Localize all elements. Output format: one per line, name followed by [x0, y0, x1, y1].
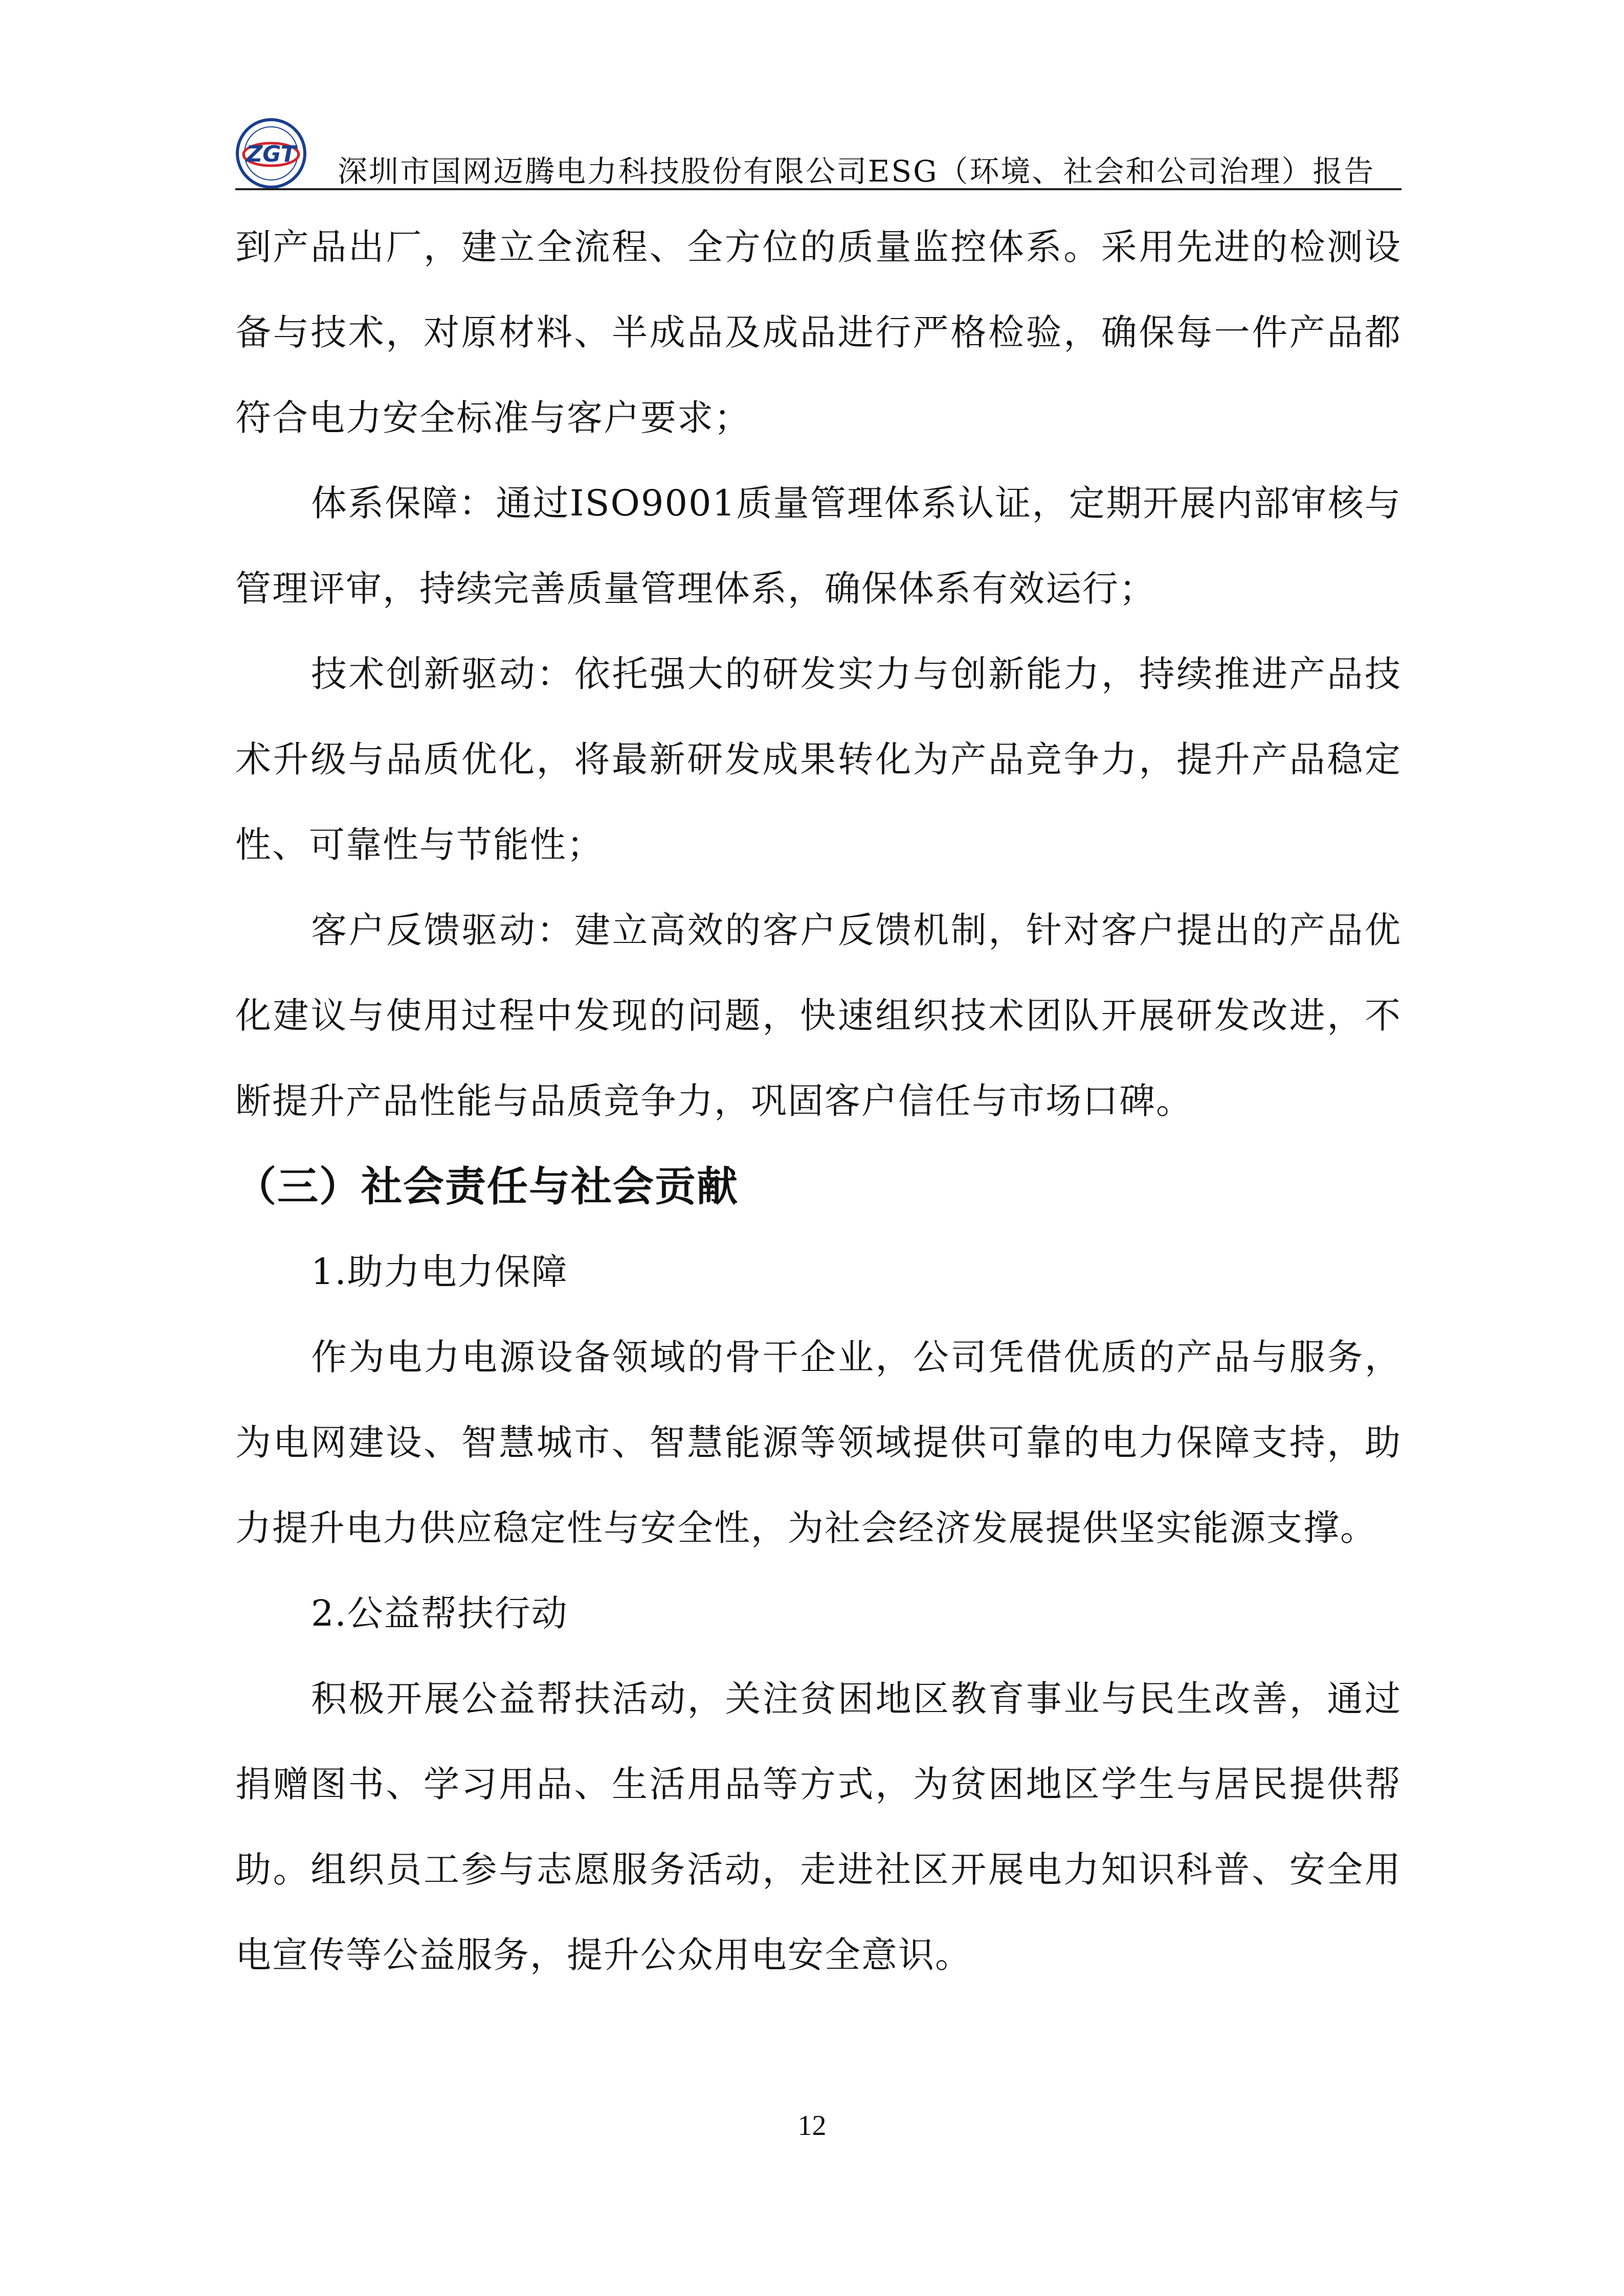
- section-heading: （三）社会责任与社会贡献: [235, 1163, 739, 1210]
- header-title: 深圳市国网迈腾电力科技股份有限公司ESG（环境、社会和公司治理）报告: [338, 154, 1375, 189]
- company-logo-icon: [235, 118, 307, 189]
- paragraph: 客户反馈驱动：建立高效的客户反馈机制，针对客户提出的产品优化建议与使用过程中发现的问题，快速组织技术团队开展研发改进，不断提升产品性能与品质竞争力，巩固客户信任与市场口碑。: [235, 909, 1401, 1122]
- paragraph: 到产品出厂，建立全流程、全方位的质量监控体系。采用先进的检测设备与技术，对原材料、半成品及成品进行严格检验，确保每一件产品都符合电力安全标准与客户要求；: [235, 226, 1401, 439]
- header-divider: [235, 188, 1401, 190]
- paragraph: 作为电力电源设备领域的骨干企业，公司凭借优质的产品与服务，为电网建设、智慧城市、智慧能源等领域提供可靠的电力保障支持，助力提升电力供应稳定性与安全性，为社会经济发展提供坚实能源支撑。: [235, 1336, 1401, 1549]
- paragraph: 体系保障：通过ISO9001质量管理体系认证，定期开展内部审核与管理评审，持续完善质量管理体系，确保体系有效运行；: [235, 482, 1401, 610]
- subsection-heading: 2.公益帮扶行动: [311, 1592, 568, 1634]
- subsection-heading: 1.助力电力保障: [311, 1251, 568, 1293]
- paragraph: 积极开展公益帮扶活动，关注贫困地区教育事业与民生改善，通过捐赠图书、学习用品、生活用品等方式，为贫困地区学生与居民提供帮助。组织员工参与志愿服务活动，走进社区开展电力知识科普、安全用电宣传等公益服务，提升公众用电安全意识。: [235, 1678, 1401, 1976]
- logo-text: ZGT: [246, 141, 296, 167]
- page-number: 12: [797, 2110, 827, 2142]
- page-header: [235, 107, 1401, 189]
- main-content: [235, 205, 1401, 1998]
- paragraph: 技术创新驱动：依托强大的研发实力与创新能力，持续推进产品技术升级与品质优化，将最新研发成果转化为产品竞争力，提升产品稳定性、可靠性与节能性；: [235, 653, 1401, 866]
